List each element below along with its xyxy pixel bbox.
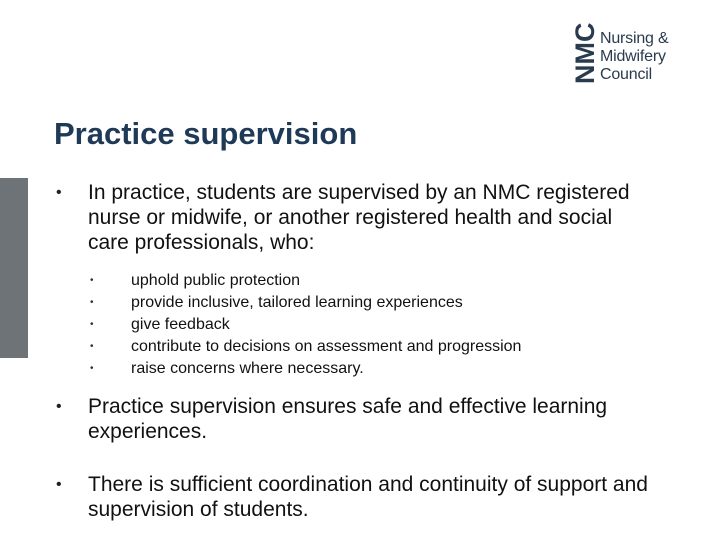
logo-line-2: Midwifery — [600, 48, 666, 65]
sub-bullet-dot: • — [90, 363, 94, 374]
bullet-dot: • — [56, 398, 62, 415]
sub-bullet-dot: • — [90, 297, 94, 308]
nmc-logo-wordmark — [600, 30, 668, 84]
slide-title: Practice supervision — [54, 116, 358, 151]
nmc-logo-mark-text: NMC — [570, 22, 600, 84]
sub-bullet-text: give feedback — [131, 316, 230, 333]
sub-bullet-dot: • — [90, 341, 94, 352]
sub-bullet-text: uphold public protection — [131, 272, 301, 289]
sub-bullet-text: provide inclusive, tailored learning experiences — [131, 294, 463, 311]
bullet-dot: • — [56, 184, 62, 201]
nmc-logo — [570, 22, 692, 86]
side-accent-bar — [0, 178, 28, 358]
bullet-text: There is sufficient coordination and continuity of support and supervision of students. — [88, 473, 648, 521]
logo-line-3: Council — [600, 66, 652, 83]
bullet-text: In practice, students are supervised by an NMC registered nurse or midwife, or another registered health and social care professionals, who: — [88, 181, 630, 254]
nmc-logo-mark — [570, 22, 600, 86]
bullet-dot: • — [56, 476, 62, 493]
logo-line-1: Nursing & — [600, 30, 669, 47]
sub-bullet-text: raise concerns where necessary. — [131, 360, 364, 377]
sub-bullet-text: contribute to decisions on assessment and progression — [131, 338, 522, 355]
bullet-text: Practice supervision ensures safe and effective learning experiences. — [88, 395, 608, 443]
sub-bullet-dot: • — [90, 275, 94, 286]
sub-bullet-dot: • — [90, 319, 94, 330]
